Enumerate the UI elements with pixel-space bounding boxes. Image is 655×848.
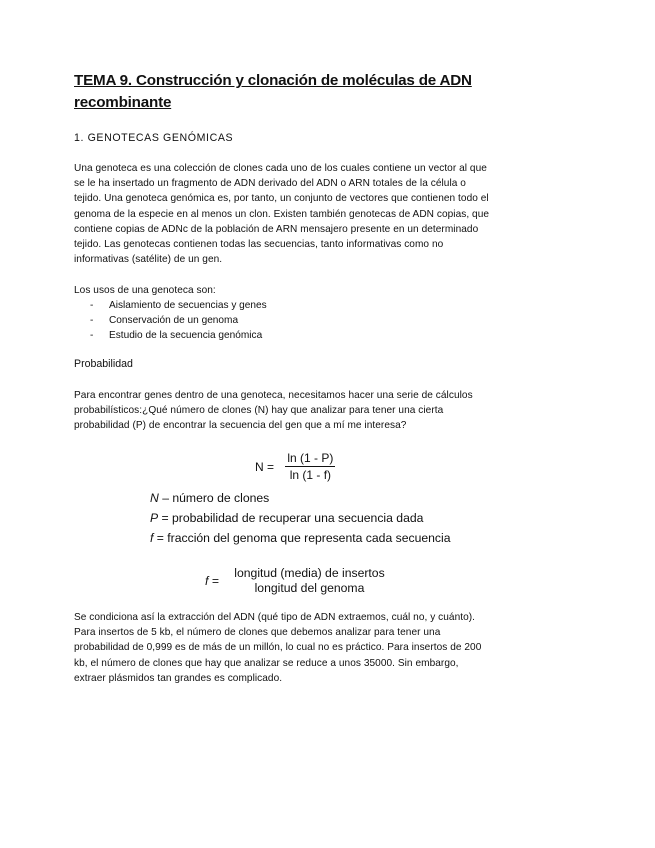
paragraph-line: se le ha insertado un fragmento de ADN derivado del ADN o ARN totales de la célula o [74, 178, 466, 190]
paragraph-line: extraer plásmidos tan grandes es complicado. [74, 672, 283, 684]
paragraph-line: probabilidad (P) de encontrar la secuencia del gen que a mí me interesa? [74, 420, 407, 432]
formula-f [205, 566, 385, 596]
closing-paragraph [74, 610, 534, 686]
paragraph-line: informativas (satélite) de un gen. [74, 254, 223, 266]
paragraph-line: Para insertos de 5 kb, el número de clones que debemos analizar para tener una [74, 627, 441, 639]
formula-fraction [285, 451, 335, 482]
paragraph-line: Una genoteca es una colección de clones cada uno de los cuales contiene un vector al que [74, 163, 487, 174]
list-item: - Estudio de la secuencia genómica [90, 328, 267, 343]
formula-f-denominator: longitud del genoma [254, 581, 365, 595]
paragraph-line: tejido. Una genoteca genómica es, por tanto, un conjunto de vectores que contienen todo el [74, 193, 489, 205]
list-item: - Conservación de un genoma [90, 313, 267, 328]
definition-f: f = fracción del genoma que representa cada secuencia [150, 531, 451, 545]
formula-denominator: ln (1 - f) [289, 468, 332, 482]
formula-lhs: N = [255, 459, 275, 474]
paragraph-line: probabilidad de 0,999 es de más de un millón, lo cual no es práctico. Para insertos de 200 [74, 642, 482, 654]
paragraph-line: genoma de la especie en al menos un clon. Existen también genotecas de ADN copias, que [74, 208, 490, 220]
list-item: - Aislamiento de secuencias y genes [90, 298, 267, 313]
paragraph-line: probabilísticos:¿Qué número de clones (N) hay que analizar para tener una cierta [74, 405, 444, 417]
paragraph-line: Para encontrar genes dentro de una genoteca, necesitamos hacer una serie de cálculos [74, 390, 473, 401]
formula-f-numerator: longitud (media) de insertos [234, 566, 385, 580]
subheading-probabilidad: Probabilidad [74, 358, 133, 370]
definition-p: P = probabilidad de recuperar una secuencia dada [150, 511, 424, 525]
formula-numerator: ln (1 - P) [287, 451, 334, 465]
paragraph-line: contiene copias de ADNc de la población de ARN mensajero presente en un determinado [74, 223, 479, 235]
formula-n [255, 451, 335, 482]
formula-f-fraction [234, 566, 384, 596]
paragraph-line: kb, el número de clones que hay que analizar se reduce a unos 35000. Sin embargo, [74, 657, 459, 669]
paragraph-line: tejido. Las genotecas contienen todas las secuencias, tanto informativas como no [74, 239, 444, 251]
variable-definitions [150, 488, 451, 548]
uses-intro: Los usos de una genoteca son: [74, 285, 216, 296]
title-line-1: TEMA 9. Construcción y clonación de moléculas de ADN [74, 72, 472, 89]
uses-list [90, 298, 267, 344]
intro-paragraph [74, 161, 534, 267]
definition-n: N – número de clones [150, 491, 270, 505]
page-title [74, 70, 544, 114]
paragraph-line: Se condiciona así la extracción del ADN (qué tipo de ADN extraemos, cuál no, y cuánto). [74, 612, 476, 623]
title-line-2: recombinante [74, 94, 172, 111]
section-heading-genotecas: 1. GENOTECAS GENÓMICAS [74, 132, 234, 144]
probability-paragraph [74, 388, 534, 434]
formula-f-lhs: f = [205, 574, 219, 588]
